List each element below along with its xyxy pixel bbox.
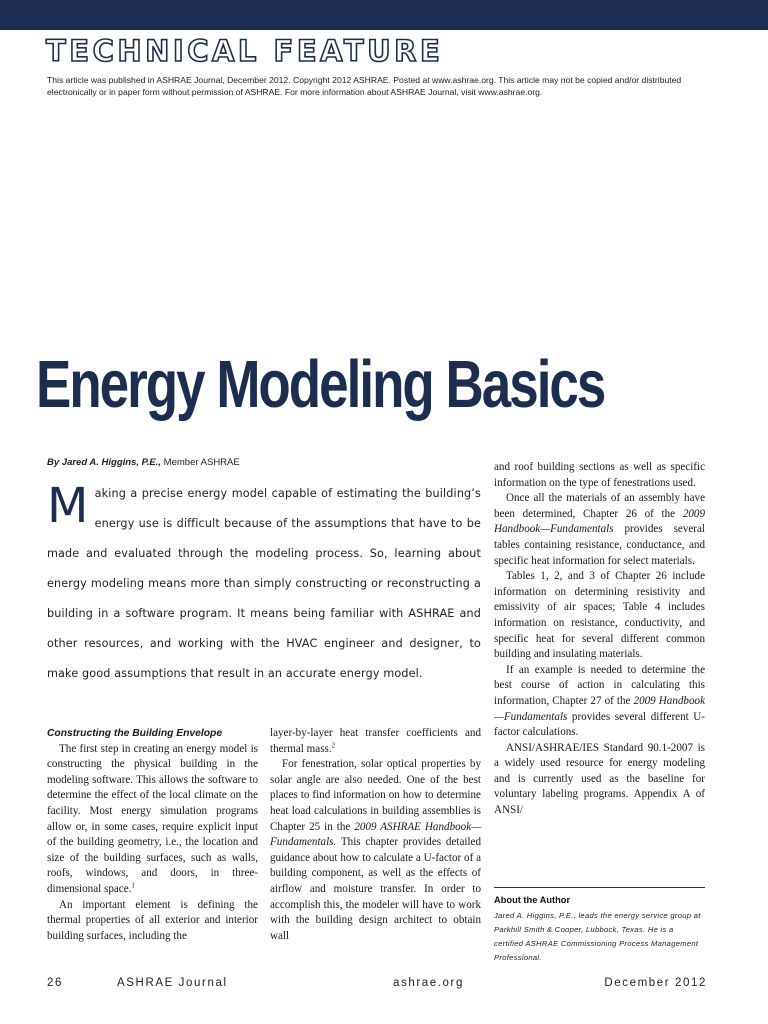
paragraph bbox=[270, 757, 481, 944]
section-subhead: Constructing the Building Envelope bbox=[47, 728, 223, 739]
page-number: 26 bbox=[47, 977, 63, 989]
book-title: 2009 ASHRAE Handbook—Fundamentals. bbox=[270, 820, 481, 849]
about-author-box bbox=[494, 887, 705, 965]
footnote-ref: 2 bbox=[331, 740, 336, 749]
column-2 bbox=[270, 726, 481, 944]
byline bbox=[47, 457, 240, 468]
paragraph-text: The first step in creating an energy model is constructing the physical building in the modeling software. This allows the software to determine the effect of the local climate on the facility. Most energy simulation programs allow or, in some cases, require explicit input of the building geometry, i.e., the location and size of the building surfaces, such as walls, roofs, windows, and doors, in three-dimensional space. bbox=[47, 742, 258, 895]
paragraph-text: If an example is needed to determine the best course of action in calculating this information, Chapter 27 of the bbox=[494, 663, 705, 707]
paragraph: ANSI/ASHRAE/IES Standard 90.1-2007 is a widely used resource for energy modeling and is currently used as the baseline for voluntary labeling programs. Appendix A of ANSI/ bbox=[494, 741, 705, 817]
author-membership: Member ASHRAE bbox=[161, 457, 240, 468]
paragraph bbox=[47, 742, 258, 898]
paragraph-text: layer-by-layer heat transfer coefficients and thermal mass. bbox=[270, 727, 481, 755]
paragraph bbox=[494, 491, 705, 569]
paragraph bbox=[494, 663, 705, 741]
paragraph: Tables 1, 2, and 3 of Chapter 26 include information on determining resistivity and emissivity of air spaces; Table 4 includes information on resistance, conductivity, and specific heat for several different common building and insulating materials. bbox=[494, 570, 705, 661]
column-3 bbox=[494, 460, 705, 819]
intro-paragraph bbox=[47, 479, 481, 689]
issue-date: December 2012 bbox=[604, 977, 707, 989]
footnote-ref: 1 bbox=[131, 881, 135, 890]
top-banner bbox=[0, 0, 768, 30]
about-body: Jared A. Higgins, P.E., leads the energy service group at Parkhill Smith & Cooper, Lubbock, Texas. He is a certified ASHRAE Commissioning Process Management Professional. bbox=[494, 911, 701, 962]
website: ashrae.org bbox=[393, 977, 464, 989]
drop-cap: M bbox=[47, 478, 89, 534]
paragraph bbox=[270, 726, 481, 757]
author-name: By Jared A. Higgins, P.E., bbox=[47, 457, 162, 468]
section-label: TECHNICAL FEATURE bbox=[46, 34, 444, 68]
paragraph-text: Once all the materials of an assembly have been determined, Chapter 26 of the bbox=[494, 492, 705, 520]
book-title: 2009 Handbook—Fundamentals bbox=[494, 694, 705, 723]
journal-name: ASHRAE Journal bbox=[117, 977, 228, 989]
column-1 bbox=[47, 726, 258, 944]
article-title: Energy Modeling Basics bbox=[36, 347, 605, 422]
paragraph-text: This chapter provides detailed guidance about how to calculate a U-factor of a building component, as well as the effects of airflow and moisture transfer. In order to accomplish this, the modeler will have to work with the building design architect to obtain wall bbox=[270, 836, 481, 942]
paragraph: An important element is defining the thermal properties of all exterior and interior building surfaces, including the bbox=[47, 898, 258, 942]
copyright-notice: This article was published in ASHRAE Journal, December 2012. Copyright 2012 ASHRAE. Posted at www.ashrae.org. This article may not be copied and/or distributed electronically or in paper form without permission of ASHRAE. For more information about ASHRAE Journal, visit www.ashrae.org. bbox=[47, 75, 682, 97]
intro-text: aking a precise energy model capable of estimating the building’s energy use is difficult because of the assumptions that have to be made and evaluated through the modeling process. So, learning about energy modeling means more than simply constructing or reconstructing a building in a software program. It means being familiar with ASHRAE and other resources, and working with the HVAC engineer and designer, to make good assumptions that result in an accurate energy model. bbox=[47, 487, 481, 680]
paragraph-text: provides several tables containing resistance, conductance, and specific heat information for select materials. bbox=[494, 523, 705, 567]
paragraph-text: provides several different U-factor calculations. bbox=[494, 710, 705, 739]
about-heading: About the Author bbox=[494, 895, 571, 905]
paragraph-text: For fenestration, solar optical properties by solar angle are also needed. One of the best places to find information on how to determine heat load calculations in building assemblies is Chapter 25 in the bbox=[270, 758, 481, 833]
paragraph: and roof building sections as well as specific information on the type of fenestrations used. bbox=[494, 461, 705, 489]
book-title: 2009 Handbook—Fundamentals bbox=[494, 507, 705, 536]
